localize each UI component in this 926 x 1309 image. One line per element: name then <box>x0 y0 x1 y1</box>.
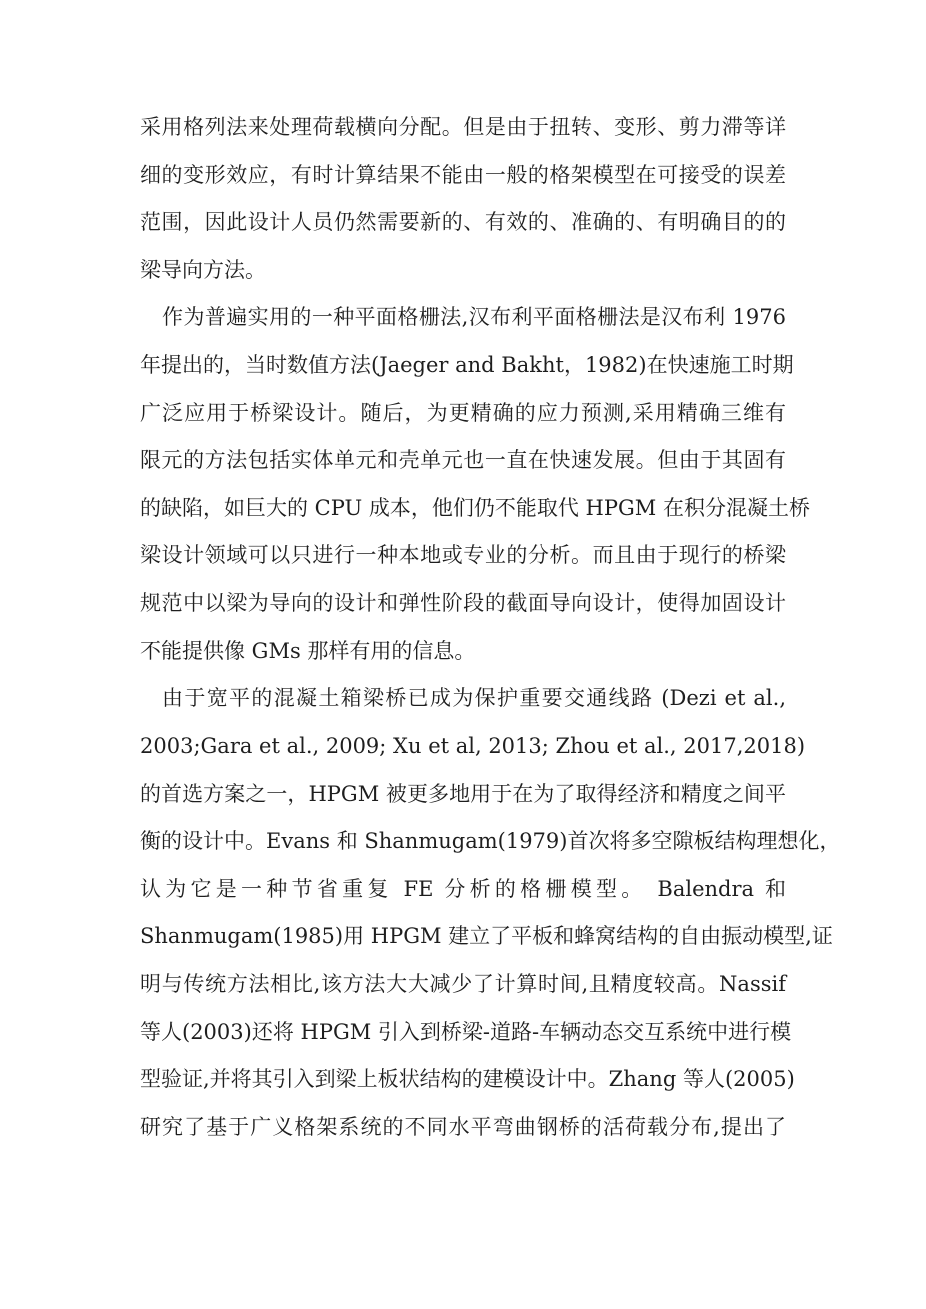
text-line: 研究了基于广义格架系统的不同水平弯曲钢桥的活荷载分布,提出了 <box>140 1114 786 1139</box>
text-line: 范围，因此设计人员仍然需要新的、有效的、准确的、有明确目的的 <box>140 210 786 235</box>
text-line: 型验证,并将其引入到梁上板状结构的建模设计中。Zhang 等人(2005) <box>140 1067 795 1092</box>
text-line: 等人(2003)还将 HPGM 引入到桥梁-道路-车辆动态交互系统中进行模 <box>140 1019 792 1044</box>
text-line: Shanmugam(1985)用 HPGM 建立了平板和蜂窝结构的自由振动模型,证 <box>140 924 833 949</box>
text-line: 年提出的，当时数值方法(Jaeger and Bakht，1982)在快速施工时期 <box>140 353 794 378</box>
text-line: 广泛应用于桥梁设计。随后，为更精确的应力预测,采用精确三维有 <box>140 400 786 425</box>
text-line: 作为普遍实用的一种平面格栅法,汉布利平面格栅法是汉布利 1976 <box>162 305 786 330</box>
text-line: 明与传统方法相比,该方法大大减少了计算时间,且精度较高。Nassif <box>140 971 786 996</box>
text-line: 不能提供像 GMs 那样有用的信息。 <box>140 638 476 663</box>
text-line: 衡的设计中。Evans 和 Shanmugam(1979)首次将多空隙板结构理想化， <box>140 829 841 854</box>
text-line: 限元的方法包括实体单元和壳单元也一直在快速发展。但由于其固有 <box>140 448 786 473</box>
text-line: 2003;Gara et al., 2009; Xu et al, 2013; Zhou et al., 2017,2018) <box>140 733 806 758</box>
document-text-block <box>140 104 841 1151</box>
text-line: 采用格列法来处理荷载横向分配。但是由于扭转、变形、剪力滞等详 <box>140 115 786 139</box>
text-line: 由于宽平的混凝土箱梁桥已成为保护重要交通线路 (Dezi et al., <box>162 686 786 711</box>
text-line: 规范中以梁为导向的设计和弹性阶段的截面导向设计，使得加固设计 <box>140 591 786 616</box>
text-line: 认为它是一种节省重复 FE 分析的格栅模型。 Balendra 和 <box>140 876 786 901</box>
text-line: 细的变形效应，有时计算结果不能由一般的格架模型在可接受的误差 <box>140 162 786 187</box>
text-line: 梁导向方法。 <box>140 257 266 282</box>
text-line: 梁设计领域可以只进行一种本地或专业的分析。而且由于现行的桥梁 <box>140 543 786 568</box>
text-line: 的首选方案之一，HPGM 被更多地用于在为了取得经济和精度之间平 <box>140 781 786 806</box>
text-line: 的缺陷，如巨大的 CPU 成本，他们仍不能取代 HPGM 在积分混凝土桥 <box>140 495 810 520</box>
